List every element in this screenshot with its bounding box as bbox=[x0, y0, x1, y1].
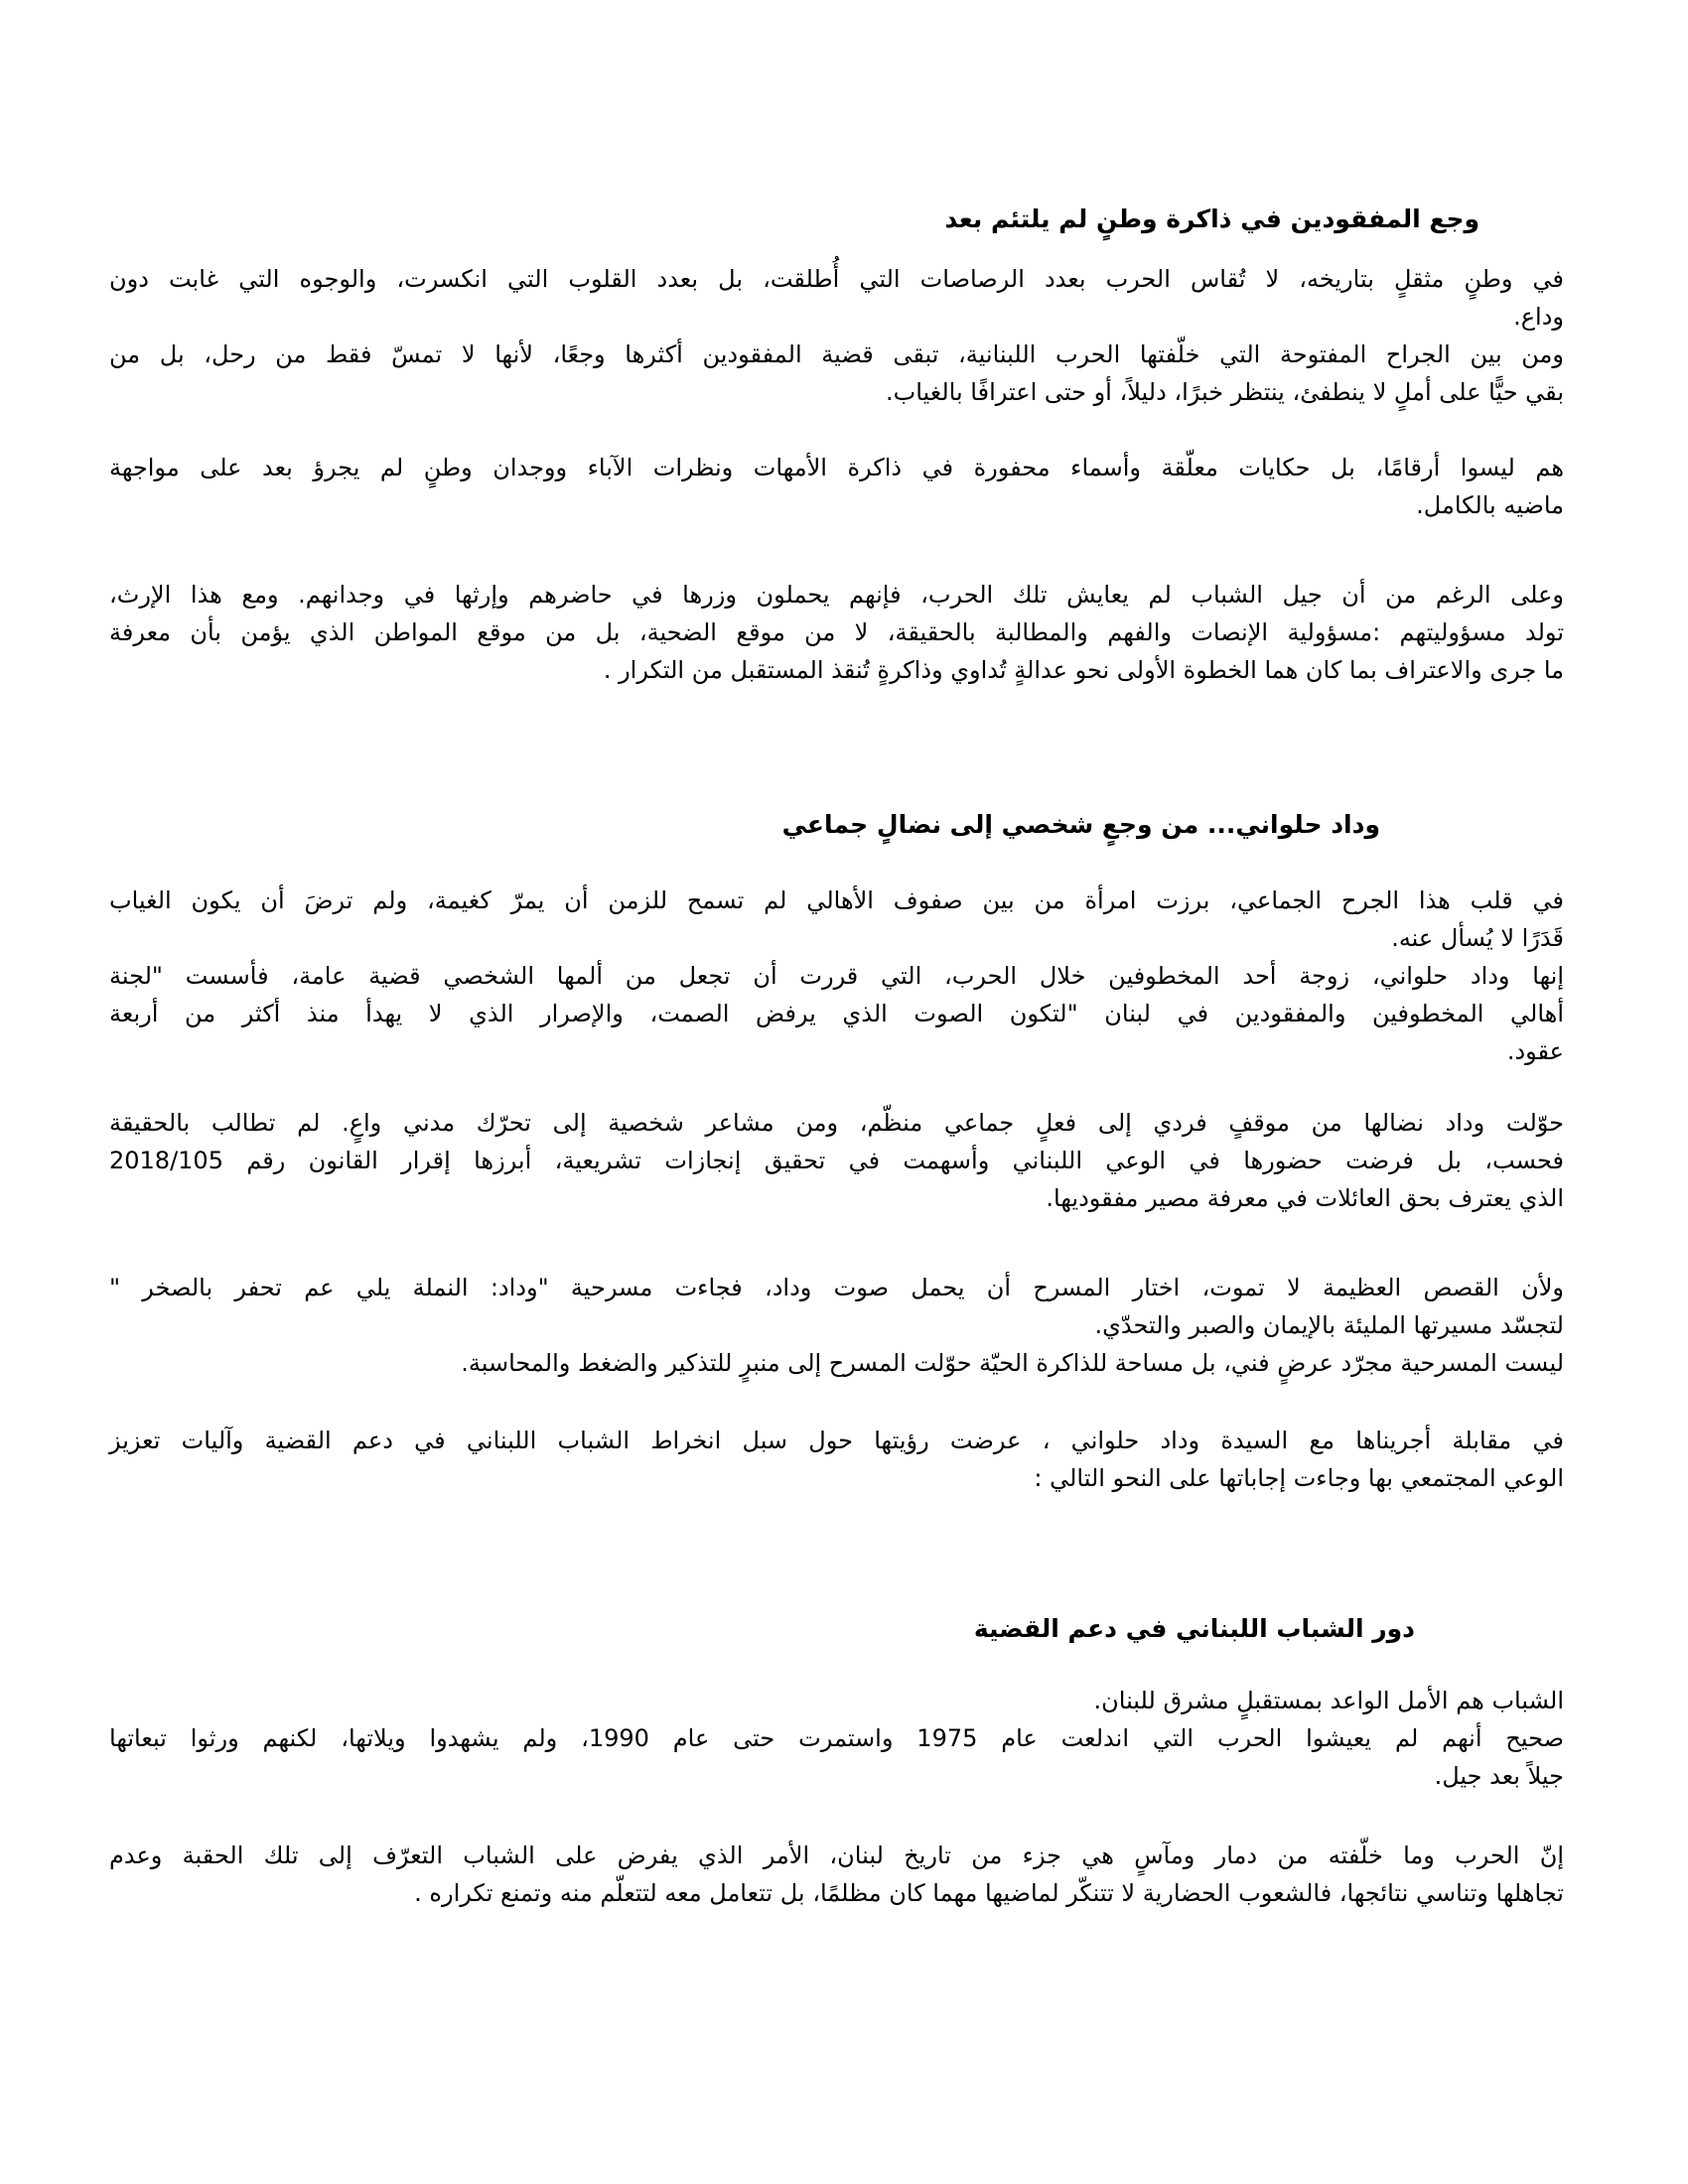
text-line: الوعي المجتمعي بها وجاءت إجاباتها على النحو التالي : bbox=[1034, 1464, 1564, 1492]
text-line: صحيح أنهم لم يعيشوا الحرب التي اندلعت عام 1975 واستمرت حتى عام 1990، ولم يشهدوا ويلاتها، لكنهم ورثوا تبعاتها bbox=[109, 1724, 1564, 1752]
heading-missing-pain: وجع المفقودين في ذاكرة وطنٍ لم يلتئم بعد bbox=[944, 205, 1479, 233]
text-line: إنّ الحرب وما خلّفته من دمار ومآسٍ هي جزء من تاريخ لبنان، الأمر الذي يفرض على الشباب التعرّف إلى تلك الحقبة وعدم bbox=[109, 1842, 1564, 1869]
text-line: إنها وداد حلواني، زوجة أحد المخطوفين خلال الحرب، التي قررت أن تجعل من ألمها الشخصي قضية عامة، فأسست "لجنة bbox=[109, 962, 1564, 990]
paragraph-struggle-law bbox=[109, 1104, 1564, 1217]
paragraph-wadad-intro bbox=[109, 882, 1564, 1070]
text-line: لتجسّد مسيرتها المليئة بالإيمان والصبر والتحدّي. bbox=[1094, 1311, 1564, 1339]
text-line: حوّلت وداد نضالها من موقفٍ فردي إلى فعلٍ جماعي منظّم، ومن مشاعر شخصية إلى تحرّك مدني واعٍ. لم تطالب بالحقيقة bbox=[109, 1109, 1564, 1137]
text-line: ولأن القصص العظيمة لا تموت، اختار المسرح أن يحمل صوت وداد، فجاءت مسرحية "وداد: النملة يلي عم تحفر بالصخر " bbox=[109, 1274, 1564, 1301]
text-line: ليست المسرحية مجرّد عرضٍ فني، بل مساحة للذاكرة الحيّة حوّلت المسرح إلى منبرٍ للتذكير والضغط والمحاسبة. bbox=[461, 1349, 1564, 1377]
text-line: تولد مسؤوليتهم :مسؤولية الإنصات والفهم والمطالبة بالحقيقة، لا من موقع الضحية، بل من موقع المواطن الذي يؤمن بأن معرفة bbox=[109, 618, 1564, 646]
text-line: عقود. bbox=[1506, 1037, 1564, 1065]
text-line: تجاهلها وتناسي نتائجها، فالشعوب الحضارية لا تتنكّر لماضيها مهما كان مظلمًا، بل تتعامل معه لتتعلّم منه وتمنع تكراره . bbox=[414, 1879, 1564, 1907]
paragraph-interview-intro bbox=[109, 1422, 1564, 1497]
heading-youth-role: دور الشباب اللبناني في دعم القضية bbox=[973, 1614, 1415, 1643]
text-line: قَدَرًا لا يُسأل عنه. bbox=[1391, 924, 1564, 952]
paragraph-youth-inheritance bbox=[109, 576, 1564, 689]
text-line: في قلب هذا الجرح الجماعي، برزت امرأة من بين صفوف الأهالي لم تسمح للزمن أن يمرّ كغيمة، ولم ترضَ أن يكون الغياب bbox=[109, 887, 1564, 914]
paragraph-not-numbers bbox=[109, 449, 1564, 524]
text-line: في مقابلة أجريناها مع السيدة وداد حلواني ، عرضت رؤيتها حول سبل انخراط الشباب اللبناني في دعم القضية وآليات تعزيز bbox=[109, 1427, 1564, 1454]
text-line: جيلاً بعد جيل. bbox=[1434, 1762, 1564, 1790]
text-line: في وطنٍ مثقلٍ بتاريخه، لا تُقاس الحرب بعدد الرصاصات التي أُطلقت، بل بعدد القلوب التي انكسرت، والوجوه التي غابت دون bbox=[109, 265, 1564, 293]
paragraph-youth-hope bbox=[109, 1682, 1564, 1795]
text-line: وعلى الرغم من أن جيل الشباب لم يعايش تلك الحرب، فإنهم يحملون وزرها في حاضرهم وإرثها في وجدانهم. ومع هذا الإرث، bbox=[109, 581, 1564, 609]
paragraph-war-measure bbox=[109, 260, 1564, 411]
text-line: فحسب، بل فرضت حضورها في الوعي اللبناني وأسهمت في تحقيق إنجازات تشريعية، أبرزها إقرار القانون رقم 2018/105 bbox=[109, 1147, 1564, 1174]
text-line: الشباب هم الأمل الواعد بمستقبلٍ مشرق للبنان. bbox=[1093, 1687, 1564, 1714]
text-line: هم ليسوا أرقامًا، بل حكايات معلّقة وأسماء محفورة في ذاكرة الأمهات ونظرات الآباء ووجدان وطنٍ لم يجرؤ بعد على مواجهة bbox=[109, 454, 1564, 481]
text-line: بقي حيًّا على أملٍ لا ينطفئ، ينتظر خبرًا، دليلاً، أو حتى اعترافًا بالغياب. bbox=[886, 378, 1564, 406]
paragraph-war-history bbox=[109, 1837, 1564, 1912]
text-line: أهالي المخطوفين والمفقودين في لبنان "لتكون الصوت الذي يرفض الصمت، والإصرار الذي لا يهدأ منذ أكثر من أربعة bbox=[109, 1000, 1564, 1027]
text-line: ماضيه بالكامل. bbox=[1416, 491, 1564, 519]
text-line: ومن بين الجراح المفتوحة التي خلّفتها الحرب اللبنانية، تبقى قضية المفقودين أكثرها وجعًا، لأنها لا تمسّ فقط من رحل، بل من bbox=[109, 341, 1564, 368]
text-line: ما جرى والاعتراف بما كان هما الخطوة الأولى نحو عدالةٍ تُداوي وذاكرةٍ تُنقذ المستقبل من التكرار . bbox=[603, 656, 1564, 684]
text-line: وداع. bbox=[1513, 303, 1564, 331]
heading-wadad-halwani: وداد حلواني... من وجعٍ شخصي إلى نضالٍ جماعي bbox=[781, 810, 1380, 839]
text-line: الذي يعترف بحق العائلات في معرفة مصير مفقوديها. bbox=[1046, 1184, 1564, 1212]
paragraph-theatre-play bbox=[109, 1269, 1564, 1382]
